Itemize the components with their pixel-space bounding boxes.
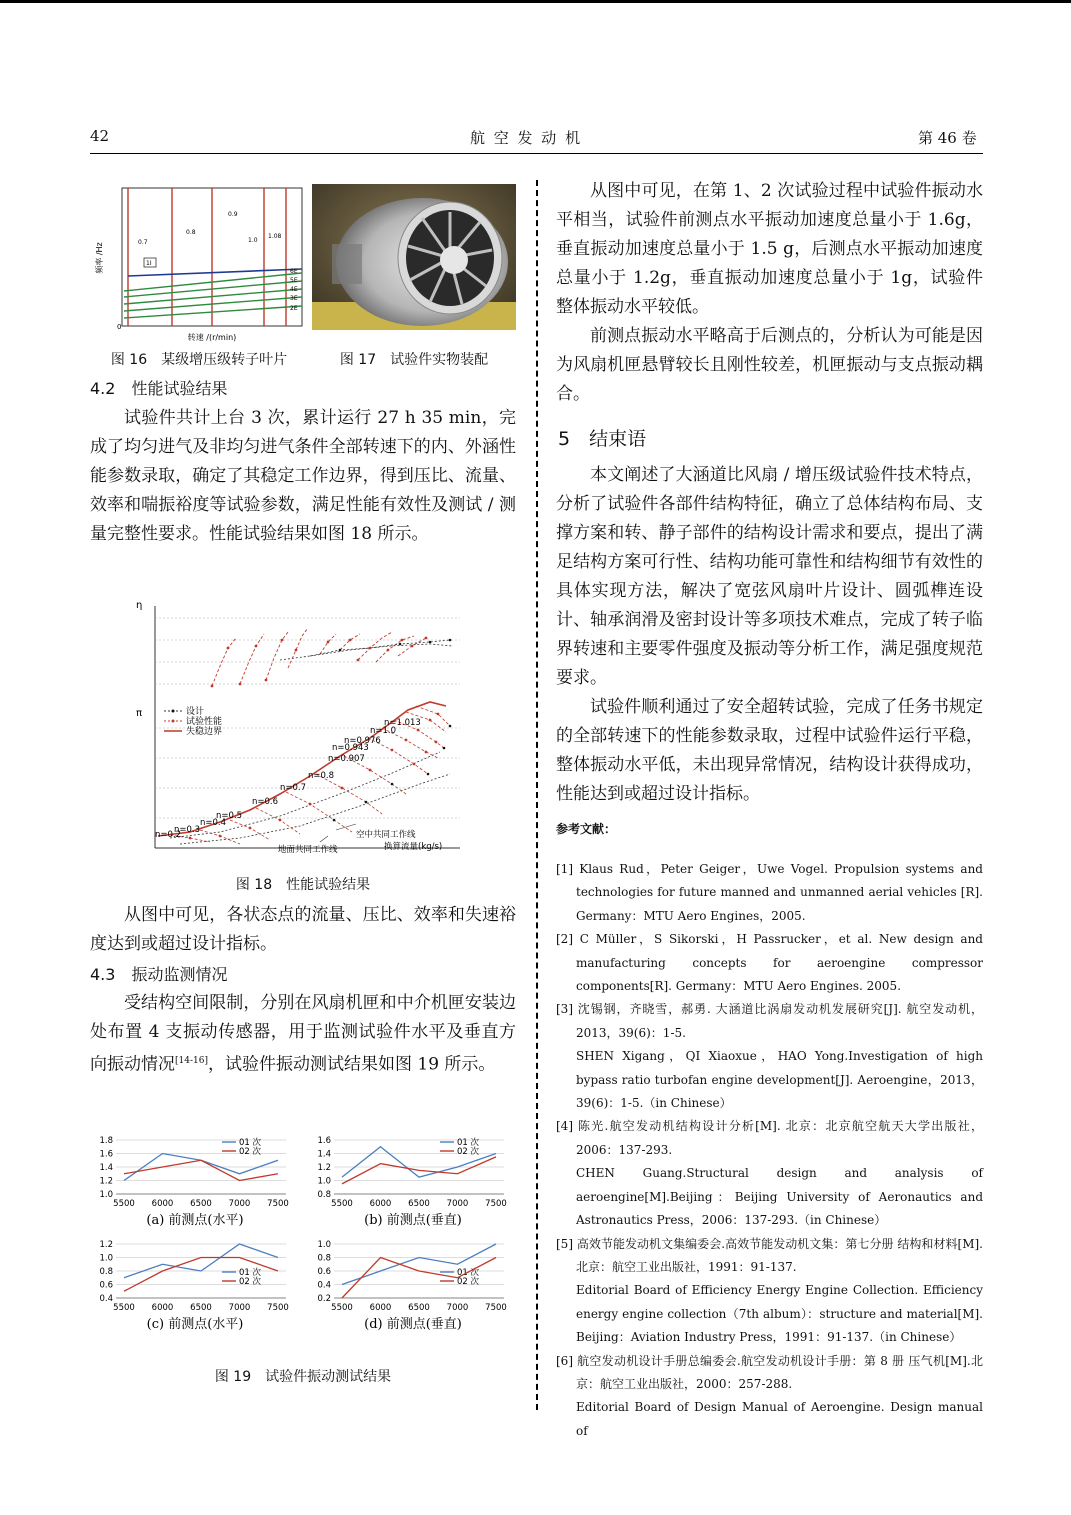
fig19-ytick-label: 0.6	[317, 1267, 331, 1277]
fig19-xtick-label: 6500	[190, 1199, 212, 1209]
fig18-speed-7: n=0.907	[328, 754, 365, 764]
fig16-mark-0: 0.7	[138, 239, 148, 246]
fig16-campbell-diagram	[90, 183, 308, 346]
fig19-panel-title: (a) 前测点(水平)	[146, 1213, 244, 1228]
journal-title: 航 空 发 动 机	[470, 129, 583, 147]
fig19-ytick-label: 1.0	[99, 1253, 113, 1264]
fig16-ylabel: 频率 /Hz	[95, 242, 104, 274]
fig19-xtick-label: 7000	[228, 1199, 251, 1209]
fig19-legend-label: 02 次	[239, 1277, 262, 1287]
fig19-ytick-label: 0.8	[99, 1267, 113, 1277]
fig18-legend-2: 失稳边界	[186, 727, 223, 737]
fig17-engine-photo	[312, 184, 516, 330]
fig19-xtick-label: 7500	[267, 1199, 289, 1209]
fig16-mode-1: 5E	[290, 277, 298, 284]
fig19-xtick-label: 7500	[267, 1303, 289, 1313]
fig18-speed-10: n=1.0	[370, 726, 397, 736]
fig19-panel-title: (b) 前测点(垂直)	[364, 1213, 462, 1228]
fig19-panel-2	[99, 1240, 288, 1332]
right-intro-body	[556, 177, 983, 409]
right-paragraph-2: 前测点振动水平略高于后测点的，分析认为可能是因为风扇机匣悬臂较长且刚性较差，机匣振动与支点振动耦合。	[556, 326, 983, 404]
reference-4-en: CHEN Guang.Structural design and analysis of aeroengine[M].Beijing：Beijing University of Aeronautics and Astronautics Press，2006：137-293.（in Chinese）	[576, 1166, 983, 1228]
fig19-ytick-label: 0.6	[99, 1280, 113, 1291]
column-divider	[536, 180, 538, 1410]
fig19-xtick-label: 7500	[485, 1303, 507, 1313]
section-4-3-text-a: 受结构空间限制，分别在风扇机匣和中介机匣安装边处布置 4 支振动传感器，用于监测试验件水平及垂直方向振动情况	[90, 993, 516, 1075]
reference-5: [5] 高效节能发动机文集编委会.高效节能发动机文集：第七分册 结构和材料[M]. 北京：航空工业出版社，1991：91-137.	[556, 1236, 983, 1274]
reference-5-en: Editorial Board of Efficiency Energy Engine Collection. Efficiency energy engine collection（7th album）：structure and material[M]. Beijing：Aviation Industry Press，1991：91-137.（in Chinese）	[576, 1283, 983, 1345]
fig19-vibration-charts	[90, 1132, 520, 1362]
fig18-annotation-1: 地面共同工作线	[278, 845, 338, 855]
fig18-pi-label: π	[136, 708, 143, 719]
conclusion-body	[556, 461, 983, 809]
fig19-caption: 图 19 试验件振动测试结果	[214, 1369, 392, 1385]
fig19-ytick-label: 0.4	[99, 1294, 113, 1304]
fig19-legend-label: 01 次	[239, 1138, 262, 1148]
fig19-ytick-label: 0.8	[317, 1190, 331, 1200]
fig18-speed-5: n=0.7	[280, 783, 307, 793]
fig18-caption: 图 18 性能试验结果	[235, 877, 371, 893]
fig19-xtick-label: 7000	[446, 1199, 469, 1209]
fig19-ytick-label: 1.2	[317, 1163, 331, 1173]
top-border	[0, 0, 1071, 3]
fig19-panel-3	[317, 1240, 506, 1332]
fig19-legend-label: 02 次	[239, 1147, 262, 1157]
fig19-ytick-label: 1.6	[317, 1136, 331, 1146]
fig18-eta-label: η	[136, 600, 143, 611]
fig19-xtick-label: 7000	[446, 1303, 469, 1313]
reference-3: [3] 沈锡钢，齐晓雪，郝勇. 大涵道比涡扇发动机发展研究[J]. 航空发动机，2013，39(6)：1-5.	[556, 1002, 983, 1040]
fig18-performance-map	[130, 598, 470, 860]
fig19-xtick-label: 5500	[113, 1199, 135, 1209]
reference-2: [2] C Müller，S Sikorski，H Passrucker，et al. New design and manufacturing concepts for aeroengine compressor components[R]. Germany：MTU Aero Engines. 2005.	[556, 932, 983, 994]
fig19-xtick-label: 6500	[408, 1199, 430, 1209]
section-4-3-paragraph	[90, 989, 516, 1080]
fig16-caption: 图 16 某级增压级转子叶片	[110, 352, 288, 368]
reference-6: [6] 航空发动机设计手册总编委会.航空发动机设计手册：第 8 册 压气机[M].北京：航空工业出版社，2000：257-288.	[556, 1353, 983, 1391]
reference-6-en: Editorial Board of Design Manual of Aeroengine. Design manual of	[576, 1400, 983, 1438]
fig18-speed-6: n=0.8	[308, 771, 335, 781]
fig19-series-line-1	[124, 1160, 278, 1180]
fig16-mode-3: 3E	[290, 295, 298, 302]
fig19-xtick-label: 7500	[485, 1199, 507, 1209]
references-title: 参考文献：	[556, 822, 617, 836]
fig18-speed-9: n=0.976	[344, 736, 381, 746]
fig19-ytick-label: 1.8	[99, 1136, 113, 1146]
fig19-ytick-label: 1.4	[99, 1163, 113, 1173]
fig19-ytick-label: 1.0	[99, 1190, 113, 1200]
conclusion-paragraph-1: 本文阐述了大涵道比风扇 / 增压级试验件技术特点，分析了试验件各部件结构特征，确立了总体结构布局、支撑方案和转、静子部件的结构设计需求和要点，提出了满足结构方案可行性、结构功能可靠性和结构细节有效性的具体实现方法，解决了宽弦风扇叶片设计、圆弧榫连设计、轴承润滑及密封设计等多项技术难点，完成了转子临界转速和主要零件强度及振动等分析工作，满足强度规范要求。	[556, 465, 983, 688]
fig19-legend-label: 02 次	[457, 1147, 480, 1157]
fig16-mode-box: 1I	[146, 260, 152, 267]
reference-3-en: SHEN Xigang，QI Xiaoxue，HAO Yong.Investigation of high bypass ratio turbofan engine development[J]. Aeroengine，2013，39(6)：1-5.（in Chinese）	[576, 1049, 983, 1111]
fig19-ytick-label: 0.2	[317, 1294, 331, 1304]
fig19-xtick-label: 5500	[331, 1199, 353, 1209]
fig18-speed-11: n=1.013	[384, 718, 421, 728]
fig19-xtick-label: 6000	[151, 1303, 174, 1313]
fig18-annotation-2: 换算流量(kg/s)	[384, 842, 443, 852]
fig19-ytick-label: 0.8	[317, 1253, 331, 1264]
fig19-ytick-label: 0.4	[317, 1280, 331, 1291]
after-fig18-paragraph: 从图中可见，各状态点的流量、压比、效率和失速裕度达到或超过设计指标。	[90, 905, 516, 954]
fig16-mode-0: 6E	[290, 268, 298, 275]
citation-14-16: [14-16]	[175, 1056, 208, 1066]
fig18-speed-1: n=0.3	[174, 825, 201, 835]
fig19-xtick-label: 6000	[369, 1199, 392, 1209]
fig19-panel-0	[99, 1136, 288, 1228]
fig19-ytick-label: 1.2	[99, 1240, 113, 1250]
fig18-speed-0: n=0.2	[155, 830, 182, 840]
fig18-speed-4: n=0.6	[252, 797, 279, 807]
section-4-3-text-b: ，试验件振动测试结果如图 19 所示。	[207, 1054, 496, 1075]
fig16-xlabel: 转速 /(r/min)	[187, 333, 237, 342]
fig19-panel-1	[317, 1136, 506, 1228]
fig19-xtick-label: 5500	[113, 1303, 135, 1313]
fig19-xtick-label: 6000	[369, 1303, 392, 1313]
fig18-speed-8: n=0.943	[332, 743, 369, 753]
fig19-xtick-label: 6500	[408, 1303, 430, 1313]
after-fig18-body	[90, 901, 516, 959]
section-4-2-paragraph: 试验件共计上台 3 次，累计运行 27 h 35 min，完成了均匀进气及非均匀进气条件全部转速下的内、外涵性能参数录取，确定了其稳定工作边界，得到压比、流量、效率和喘振裕度等试验参数，满足性能有效性及测试 / 测量完整性要求。性能试验结果如图 18 所示。	[90, 408, 516, 544]
fig19-panel-title: (c) 前测点(水平)	[146, 1317, 244, 1332]
fig16-mode-2: 4E	[290, 286, 298, 293]
fig19-ytick-label: 1.0	[317, 1240, 331, 1250]
fig18-annotation-0: 空中共同工作线	[356, 830, 416, 840]
fig16-origin: 0	[117, 323, 122, 331]
fig19-xtick-label: 7000	[228, 1303, 251, 1313]
fig19-ytick-label: 1.4	[317, 1149, 331, 1160]
page-number: 42	[90, 127, 110, 145]
fig19-legend-label: 01 次	[239, 1268, 262, 1278]
fig16-mark-3: 1.0	[248, 237, 258, 244]
fig17-caption: 图 17 试验件实物装配	[339, 352, 489, 368]
header-rule	[90, 153, 983, 154]
fig18-legend-1: 试验性能	[186, 717, 223, 727]
fig19-ytick-label: 1.0	[317, 1176, 331, 1187]
reference-4: [4] 陈光.航空发动机结构设计分析[M]. 北京：北京航空航天大学出版社，2006：137-293.	[556, 1119, 983, 1157]
conclusion-paragraph-2: 试验件顺利通过了安全超转试验，完成了任务书规定的全部转速下的性能参数录取，过程中试验件运行平稳，整体振动水平低，未出现异常情况，结构设计获得成功，性能达到或超过设计指标。	[556, 697, 983, 804]
volume-label: 第 46 卷	[918, 129, 977, 147]
section-4-2-title: 4.2 性能试验结果	[90, 379, 228, 398]
fig18-speed-2: n=0.4	[200, 818, 227, 828]
fig19-legend-label: 01 次	[457, 1138, 480, 1148]
fig19-ytick-label: 1.6	[99, 1149, 113, 1160]
section-4-2-body	[90, 404, 516, 549]
fig19-legend-label: 02 次	[457, 1277, 480, 1287]
fig19-xtick-label: 5500	[331, 1303, 353, 1313]
fig19-panel-title: (d) 前测点(垂直)	[364, 1317, 462, 1332]
fig19-xtick-label: 6500	[190, 1303, 212, 1313]
fig18-legend-0: 设计	[186, 707, 205, 717]
references-list	[556, 858, 983, 1443]
fig16-mark-4: 1.08	[268, 233, 282, 240]
section-5-title: 5 结束语	[558, 428, 647, 450]
section-4-3-title: 4.3 振动监测情况	[90, 965, 228, 984]
fig18-speed-3: n=0.5	[216, 811, 243, 821]
section-4-3-body	[90, 989, 516, 1080]
fig16-mark-2: 0.9	[228, 211, 238, 218]
fig16-mark-1: 0.8	[186, 229, 196, 236]
reference-1: [1] Klaus Rud，Peter Geiger，Uwe Vogel. Propulsion systems and technologies for future manned and unmanned aerial vehicles [R]. Germany：MTU Aero Engines，2005.	[556, 862, 983, 923]
fig19-xtick-label: 6000	[151, 1199, 174, 1209]
right-paragraph-1: 从图中可见，在第 1、2 次试验过程中试验件振动水平相当，试验件前测点水平振动加速度总量小于 1.6g，垂直振动加速度总量小于 1.5 g，后测点水平振动加速度总量小于 1.2g，垂直振动加速度总量小于 1g，试验件整体振动水平较低。	[556, 181, 983, 317]
fig16-mode-4: 2E	[290, 305, 298, 312]
fig19-legend-label: 01 次	[457, 1268, 480, 1278]
fig19-ytick-label: 1.2	[99, 1176, 113, 1187]
